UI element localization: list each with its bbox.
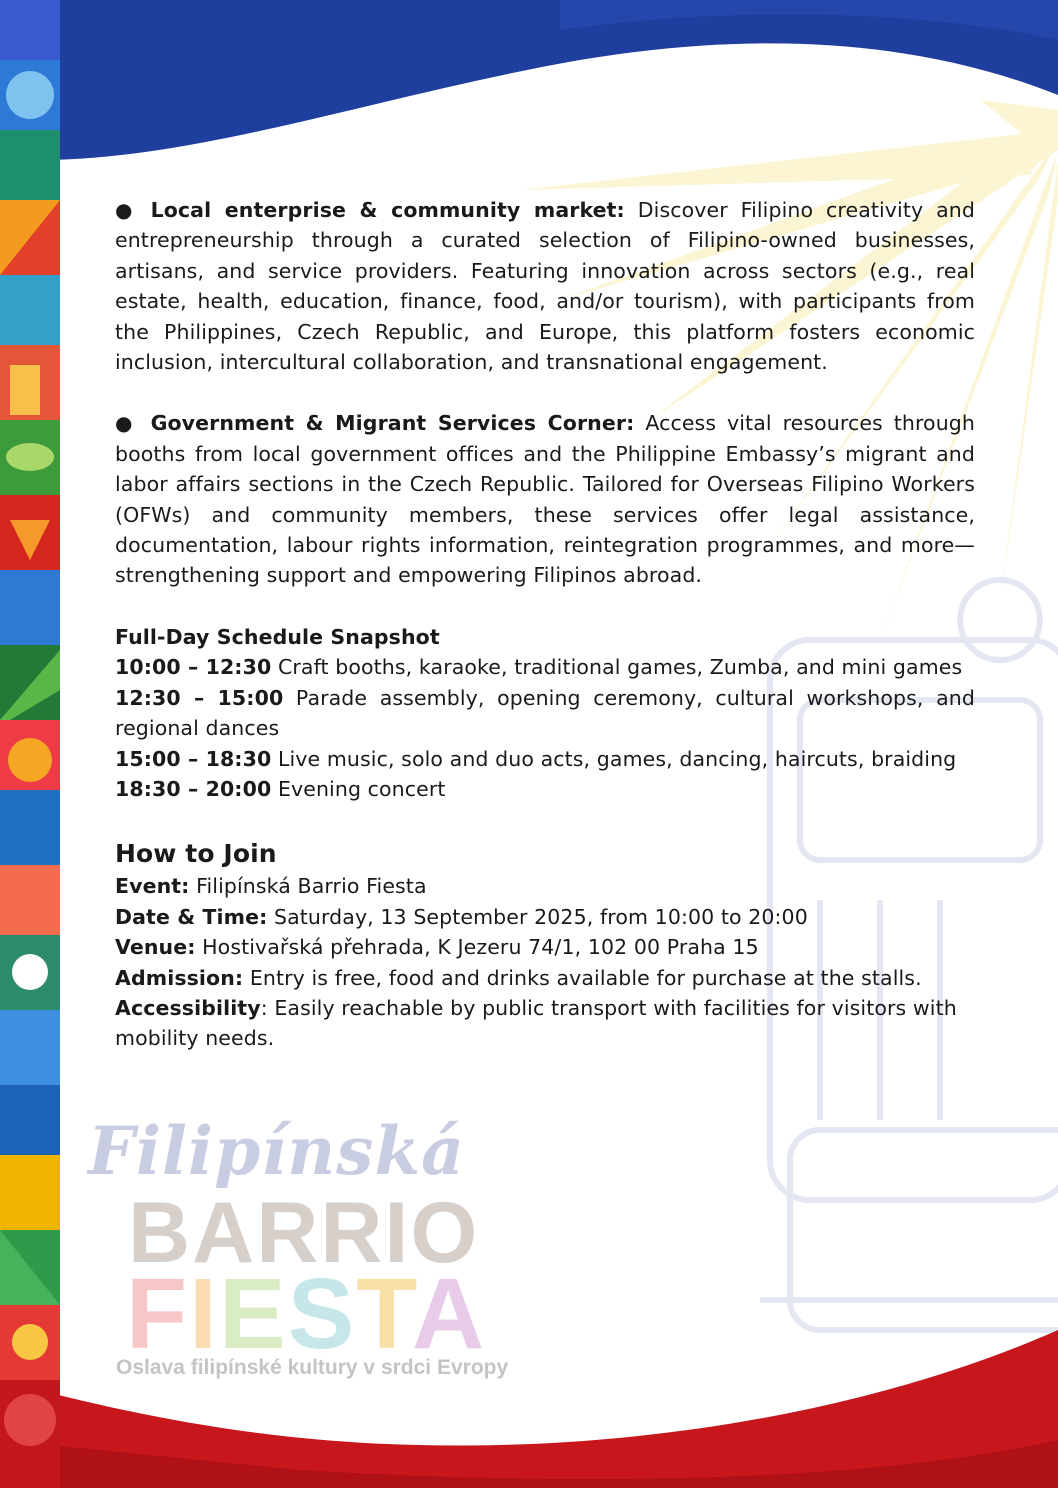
info-value: Filipínská Barrio Fiesta xyxy=(189,874,427,899)
bullet-title: Local enterprise & community market: xyxy=(150,198,625,222)
info-admission xyxy=(115,963,975,993)
logo-letter: I xyxy=(189,1258,219,1370)
schedule-item xyxy=(115,683,975,744)
info-value: Entry is free, food and drinks available for purchase at the stalls. xyxy=(243,965,922,990)
logo-letter: T xyxy=(356,1258,412,1370)
bullet-dot-icon: ● xyxy=(115,198,133,222)
bullet-dot-icon: ● xyxy=(115,411,133,436)
logo-tagline: Oslava filipínské kultury v srdci Evropy xyxy=(116,1356,509,1379)
pattern-strip-icon xyxy=(0,0,60,1488)
info-label: Date & Time: xyxy=(115,904,268,929)
schedule-item xyxy=(115,652,975,682)
main-content xyxy=(115,195,975,1054)
how-to-join-title: How to Join xyxy=(115,839,277,869)
schedule-item xyxy=(115,774,975,804)
schedule-title: Full-Day Schedule Snapshot xyxy=(115,624,440,649)
bullet-local-enterprise xyxy=(115,195,975,377)
logo-letter: A xyxy=(411,1258,487,1370)
schedule-time: 10:00 – 12:30 xyxy=(115,655,272,680)
bullet-text: Access vital resources through booths from local government offices and the Philippine Embassy’s migrant and labor affairs sections in the Czech Republic. Tailored for Overseas Filipino Workers (OFWs) and community members, these services offer legal assistance, documentation, labour rights information, reintegration programmes, and more—strengthening support and empowering Filipinos abroad. xyxy=(115,411,975,588)
info-date-time xyxy=(115,902,975,932)
schedule-time: 18:30 – 20:00 xyxy=(115,776,272,801)
schedule-item xyxy=(115,744,975,774)
info-value: Hostivařská přehrada, K Jezeru 74/1, 102 00 Praha 15 xyxy=(195,935,759,960)
bullet-government-services xyxy=(115,408,975,590)
info-venue xyxy=(115,932,975,962)
blue-wave-icon xyxy=(0,0,1058,160)
logo-letter: F xyxy=(126,1258,190,1370)
logo-script-text: Filipínská xyxy=(88,1112,465,1190)
logo-barrio-text: BARRIO xyxy=(128,1185,480,1281)
info-event xyxy=(115,871,975,901)
info-accessibility xyxy=(115,993,975,1054)
barrio-fiesta-logo xyxy=(88,1112,548,1402)
info-value: Saturday, 13 September 2025, from 10:00 to 20:00 xyxy=(267,904,808,929)
info-label: Event: xyxy=(115,874,190,899)
info-label: Venue: xyxy=(115,935,196,960)
schedule-time: 12:30 – 15:00 xyxy=(115,685,284,710)
info-value: : Easily reachable by public transport with facilities for visitors with mobility needs. xyxy=(115,995,957,1051)
schedule-text: Live music, solo and duo acts, games, dancing, haircuts, braiding xyxy=(271,746,957,771)
bullet-title: Government & Migrant Services Corner: xyxy=(150,411,635,436)
logo-letter: S xyxy=(287,1258,357,1370)
schedule-text: Evening concert xyxy=(271,776,446,801)
info-label: Admission: xyxy=(115,965,244,990)
info-label: Accessibility xyxy=(115,995,261,1020)
schedule-text: Craft booths, karaoke, traditional games, Zumba, and mini games xyxy=(271,655,963,680)
schedule-time: 15:00 – 18:30 xyxy=(115,746,272,771)
bullet-text: Discover Filipino creativity and entrepreneurship through a curated selection of Filipino-owned businesses, artisans, and service providers. Featuring innovation across sectors (e.g., real estate, health, education, finance, food, and/or tourism), with participants from the Philippines, Czech Republic, and Europe, this platform fosters economic inclusion, intercultural collaboration, and transnational engagement. xyxy=(115,198,975,375)
schedule-text: Parade assembly, opening ceremony, cultural workshops, and regional dances xyxy=(115,685,975,741)
logo-letter: E xyxy=(218,1258,288,1370)
